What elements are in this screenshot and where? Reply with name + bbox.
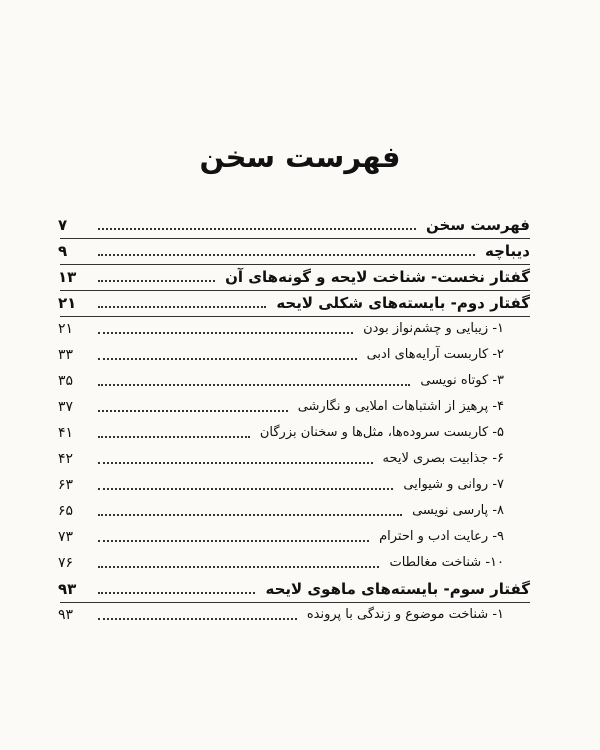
toc-entry-label: ۴- پرهیز از اشتباهات املایی و نگارشی <box>294 394 504 420</box>
dot-leader <box>98 618 297 620</box>
dot-leader <box>98 436 250 438</box>
divider <box>60 238 530 239</box>
toc-row <box>60 316 530 342</box>
dot-leader <box>98 410 288 412</box>
toc-entry-label: دیباچه <box>481 238 530 264</box>
toc-page-number: ۹۳ <box>58 607 74 623</box>
toc-entry-label: ۱- شناخت موضوع و زندگی با پرونده <box>303 602 504 628</box>
toc-entry-label: ۱۰- شناخت مغالطات <box>385 550 504 576</box>
dot-leader <box>98 488 393 490</box>
toc-page-number: ۴۱ <box>58 425 74 441</box>
toc-row <box>60 524 530 550</box>
page-title: فهرست سخن <box>199 140 401 174</box>
dot-leader <box>98 228 416 230</box>
toc-entry-label: گفتار سوم- بایسته‌های ماهوی لایحه <box>261 576 530 602</box>
dot-leader <box>98 592 255 594</box>
toc-row <box>60 550 530 576</box>
dot-leader <box>98 566 379 568</box>
toc-entry-label: ۵- کاربست سروده‌ها، مثل‌ها و سخنان بزرگان <box>256 420 504 446</box>
dot-leader <box>98 540 369 542</box>
toc-entry-label: گفتار نخست- شناخت لایحه و گونه‌های آن <box>221 264 530 290</box>
dot-leader <box>98 384 410 386</box>
toc-page-number: ۴۲ <box>58 451 74 467</box>
divider <box>60 264 530 265</box>
toc-page-number: ۲۱ <box>58 294 77 312</box>
dot-leader <box>98 332 353 334</box>
toc-row <box>60 420 530 446</box>
toc-row <box>60 394 530 420</box>
toc-page-number: ۳۵ <box>58 373 74 389</box>
toc-row <box>60 212 530 238</box>
toc-row <box>60 238 530 264</box>
toc-entry-label: ۶- جذابیت بصری لایحه <box>379 446 504 472</box>
toc-page-number: ۳۷ <box>58 399 74 415</box>
dot-leader <box>98 514 402 516</box>
divider <box>60 602 530 603</box>
dot-leader <box>98 280 215 282</box>
dot-leader <box>98 462 373 464</box>
toc-entry-label: ۲- کاربست آرایه‌های ادبی <box>363 342 504 368</box>
dot-leader <box>98 306 266 308</box>
toc-page-number: ۷ <box>58 216 68 234</box>
toc-entry-label: ۱- زیبایی و چشم‌نواز بودن <box>359 316 504 342</box>
toc-page-number: ۷۳ <box>58 529 74 545</box>
toc-row <box>60 264 530 290</box>
table-of-contents <box>60 212 530 628</box>
divider <box>60 316 530 317</box>
toc-page-number: ۹۳ <box>58 580 77 598</box>
toc-row <box>60 342 530 368</box>
toc-entry-label: ۷- روانی و شیوایی <box>399 472 504 498</box>
toc-row <box>60 368 530 394</box>
toc-entry-label: ۳- کوتاه نویسی <box>416 368 504 394</box>
toc-row <box>60 602 530 628</box>
toc-row <box>60 446 530 472</box>
toc-page-number: ۶۵ <box>58 503 74 519</box>
toc-page-number: ۶۳ <box>58 477 74 493</box>
toc-row <box>60 576 530 602</box>
toc-page-number: ۷۶ <box>58 555 74 571</box>
dot-leader <box>98 254 475 256</box>
toc-page-number: ۳۳ <box>58 347 74 363</box>
toc-row <box>60 498 530 524</box>
toc-row <box>60 472 530 498</box>
toc-page-number: ۱۳ <box>58 268 77 286</box>
toc-page-number: ۹ <box>58 242 68 260</box>
divider <box>60 290 530 291</box>
toc-entry-label: ۸- پارسی نویسی <box>408 498 504 524</box>
toc-entry-label: ۹- رعایت ادب و احترام <box>375 524 504 550</box>
toc-page-number: ۲۱ <box>58 321 74 337</box>
toc-row <box>60 290 530 316</box>
toc-entry-label: فهرست سخن <box>422 212 530 238</box>
toc-entry-label: گفتار دوم- بایسته‌های شکلی لایحه <box>272 290 530 316</box>
dot-leader <box>98 358 357 360</box>
